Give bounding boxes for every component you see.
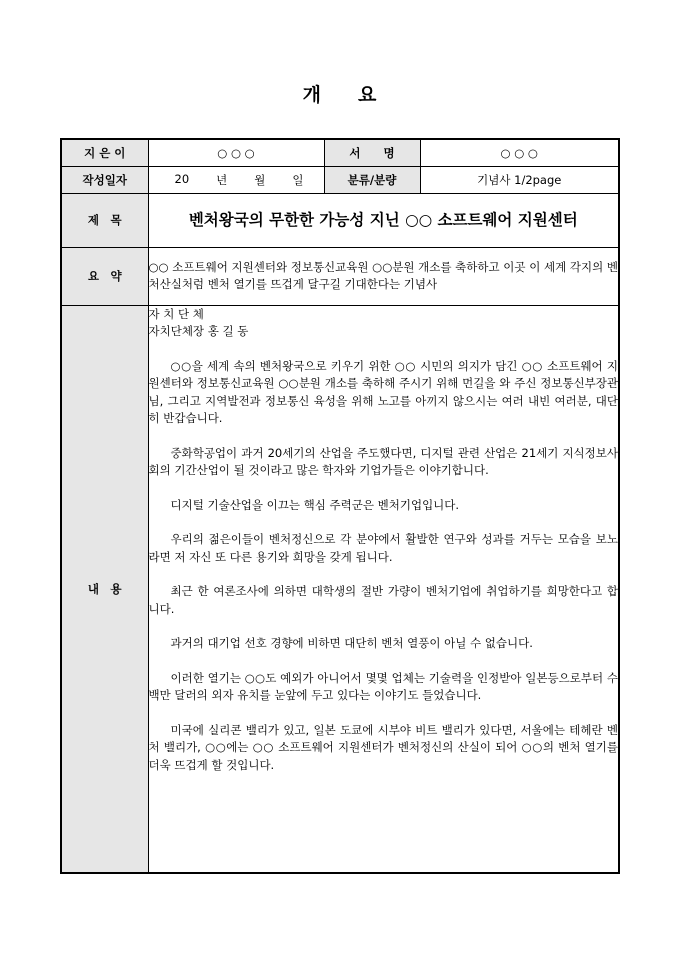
category-label: 분류/분량	[324, 166, 420, 193]
date-label: 작성일자	[61, 166, 148, 193]
paragraph-4: 우리의 젊은이들이 벤처정신으로 각 분야에서 활발한 연구와 성과를 거두는 모습을 보노라면 저 자신 또 다른 용기와 희망을 갖게 됩니다.	[148, 532, 618, 564]
date-month-unit: 월	[254, 172, 266, 187]
date-day-unit: 일	[292, 172, 304, 187]
summary-label: 요 약	[61, 247, 148, 305]
author-value: ○ ○ ○	[148, 139, 324, 166]
paragraph-3: 디지털 기술산업을 이끄는 핵심 주력군은 벤처기업입니다.	[170, 497, 460, 512]
paragraph-1: ○○을 세계 속의 벤처왕국으로 키우기 위한 ○○ 시민의 의지가 담긴 ○○ 소프트웨어 지원센터와 정보통신교육원 ○○분원 개소를 축하해 주시기 위해 먼길을 와 주신 정보통신부장관님, 그리고 지역발전과 정보통신 육성을 위해 노고를 아끼지 않으시는 여러 내빈 여러분, 대단히 반갑습니다.	[148, 358, 618, 425]
content-row	[61, 305, 619, 873]
page-title-char-1: 개	[302, 84, 322, 106]
summary-value: ○○ 소프트웨어 지원센터와 정보통신교육원 ○○분원 개소를 축하하고 이곳 이 세계 각지의 벤처산실처럼 벤처 열기를 뜨겁게 달구길 기대한다는 기념사	[148, 247, 619, 305]
category-value: 기념사 1/2page	[420, 166, 619, 193]
page-title-char-2: 요	[358, 84, 378, 106]
paragraph-7: 이러한 열기는 ○○도 예외가 아니어서 몇몇 업체는 기술력을 인정받아 일본등으로부터 수백만 달러의 외자 유치를 눈앞에 두고 있다는 이야기도 들었습니다.	[148, 670, 618, 702]
content-body	[148, 305, 619, 873]
signature-value: ○ ○ ○	[420, 139, 619, 166]
date-year-unit: 년	[216, 172, 228, 187]
date-value	[148, 166, 324, 193]
date-row	[61, 166, 619, 193]
title-value: 벤처왕국의 무한한 가능성 지닌 ○○ 소프트웨어 지원센터	[148, 193, 619, 247]
signature-label: 서 명	[324, 139, 420, 166]
paragraph-5: 최근 한 여론조사에 의하면 대학생의 절반 가량이 벤처기업에 취업하기를 희망한다고 합니다.	[148, 584, 618, 616]
addressee	[149, 306, 619, 341]
author-label: 지 은 이	[61, 139, 148, 166]
overview-table	[60, 138, 620, 874]
author-row	[61, 139, 619, 166]
page-title	[0, 80, 680, 107]
paragraph-6: 과거의 대기업 선호 경향에 비하면 대단히 벤처 열풍이 아닐 수 없습니다.	[170, 636, 533, 650]
content-label: 내 용	[61, 305, 148, 873]
addressee-line-1: 자 치 단 체	[148, 306, 204, 321]
paragraph-2: 중화학공업이 과거 20세기의 산업을 주도했다면, 디지털 관련 산업은 21세기 지식정보사회의 기간산업이 될 것이라고 많은 학자와 기업가들은 이야기합니다.	[148, 445, 618, 477]
summary-row	[61, 247, 619, 305]
date-year: 20	[174, 171, 190, 186]
title-row	[61, 193, 619, 247]
paragraph-8: 미국에 실리콘 밸리가 있고, 일본 도쿄에 시부야 비트 밸리가 있다면, 서울에는 테헤란 벤처 밸리가, ○○에는 ○○ 소프트웨어 지원센터가 벤처정신의 산실이 되어 ○○의 벤처 열기를 더욱 뜨겁게 할 것입니다.	[148, 722, 618, 772]
title-label: 제 목	[61, 193, 148, 247]
addressee-line-2: 자치단체장 홍 길 동	[148, 324, 249, 338]
